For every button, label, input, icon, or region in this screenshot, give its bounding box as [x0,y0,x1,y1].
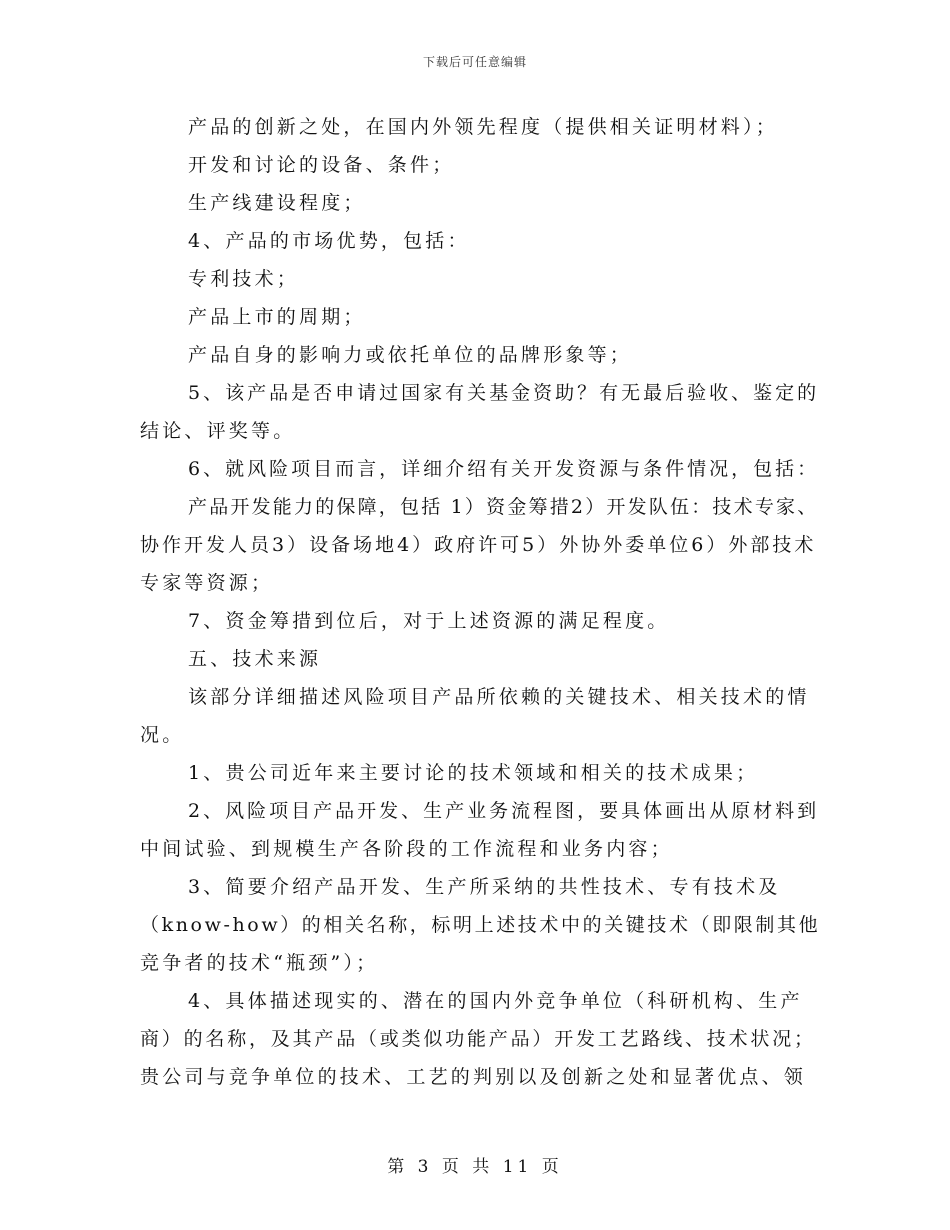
text-line: 贵公司与竞争单位的技术、工艺的判别以及创新之处和显著优点、领 [140,1066,807,1088]
text-line: 3、简要介绍产品开发、生产所采纳的共性技术、专有技术及 [188,876,781,898]
text-line: 产品自身的影响力或依托单位的品牌形象等； [188,344,633,366]
text-line: 4、具体描述现实的、潜在的国内外竞争单位（科研机构、生产 [188,990,803,1012]
page-header: 下载后可任意编辑 [422,55,527,69]
text-line: 开发和讨论的设备、条件； [188,154,455,176]
text-line: 该部分详细描述风险项目产品所依赖的关键技术、相关技术的情 [188,686,810,708]
text-line: 1、贵公司近年来主要讨论的技术领域和相关的技术成果； [188,762,759,784]
text-line: 竞争者的技术“瓶颈”）； [140,952,379,974]
text-line: （know-how）的相关名称，标明上述技术中的关键技术（即限制其他 [140,914,821,936]
text-line: 产品开发能力的保障，包括 1）资金筹措2）开发队伍：技术专家、 [188,496,819,518]
text-line: 况。 [140,724,185,746]
text-line: 协作开发人员3）设备场地4）政府许可5）外协外委单位6）外部技术 [140,534,817,556]
text-line: 商）的名称，及其产品（或类似功能产品）开发工艺路线、技术状况； [140,1028,816,1050]
text-line: 专家等资源； [140,572,274,594]
text-line: 专利技术； [188,268,300,290]
text-line: 产品上市的周期； [188,306,366,328]
text-line: 结论、评奖等。 [140,420,296,442]
text-line: 2、风险项目产品开发、生产业务流程图，要具体画出从原材料到 [188,800,820,822]
text-line: 生产线建设程度； [188,192,366,214]
text-line: 产品的创新之处，在国内外领先程度（提供相关证明材料）； [188,116,778,138]
text-line: 5、该产品是否申请过国家有关基金资助？有无最后验收、鉴定的 [188,382,820,404]
text-line: 中间试验、到规模生产各阶段的工作流程和业务内容； [140,838,673,860]
text-line: 7、资金筹措到位后，对于上述资源的满足程度。 [188,610,670,632]
text-line: 6、就风险项目而言，详细介绍有关开发资源与条件情况，包括： [188,458,820,480]
text-line: 4、产品的市场优势，包括： [188,230,470,252]
text-line: 五、技术来源 [188,648,322,670]
page-footer: 第 3 页 共 11 页 [387,1157,563,1177]
document-body [140,108,820,1096]
